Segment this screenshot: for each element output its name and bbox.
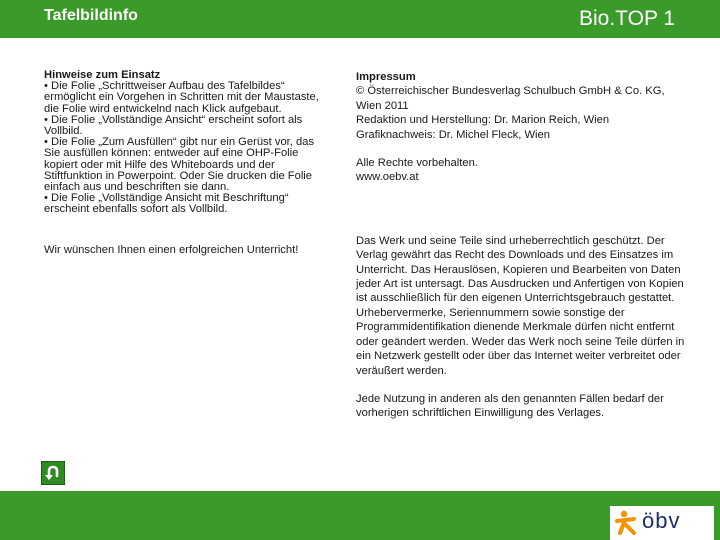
- usage-note-item: • Die Folie „Zum Ausfüllen“ gibt nur ein Gerüst vor, das Sie ausfüllen können: entweder auf eine OHP-Folie kopiert oder mit Hilfe des Whiteboards und der Stiftfunktion in Powerpoint. Oder Sie drucken die Folie einfach aus und beschriften sie dann.: [44, 136, 315, 194]
- usage-note-item: • Die Folie „Schrittweiser Aufbau des Tafelbildes“ ermöglicht ein Vorgehen in Schritten mit der Maustaste, die Folie wird entwickelnd nach Klick aufgebaut.: [44, 80, 319, 115]
- usage-notes: [44, 70, 329, 256]
- return-arrow-icon: [42, 462, 64, 484]
- brand-title: Bio.TOP 1: [579, 7, 676, 30]
- imprint-publisher: © Österreichischer Bundesverlag Schulbuch GmbH & Co. KG, Wien 2011: [356, 85, 665, 112]
- imprint-editing: Redaktion und Herstellung: Dr. Marion Reich, Wien: [356, 114, 610, 127]
- imprint-rights: Alle Rechte vorbehalten.: [356, 157, 478, 170]
- imprint-website[interactable]: www.oebv.at: [356, 171, 419, 184]
- back-button[interactable]: [41, 461, 65, 485]
- imprint-heading: Impressum: [356, 71, 416, 83]
- oebv-logo-icon: [614, 509, 640, 537]
- page-title: Tafelbildinfo: [44, 7, 138, 24]
- usage-note-item: • Die Folie „Vollständige Ansicht mit Beschriftung“ erscheint ebenfalls sofort als Vollbild.: [44, 192, 289, 216]
- imprint: [356, 70, 691, 421]
- usage-notes-heading: Hinweise zum Einsatz: [44, 69, 161, 81]
- closing-message: Wir wünschen Ihnen einen erfolgreichen Unterricht!: [44, 243, 299, 256]
- imprint-graphics: Grafiknachweis: Dr. Michel Fleck, Wien: [356, 128, 550, 141]
- copyright-notice: Das Werk und seine Teile sind urheberrechtlich geschützt. Der Verlag gewährt das Recht des Downloads und des Einsatzes im Unterricht. Das Herauslösen, Kopieren und Bearbeiten von Daten jeder Art ist untersagt. Das Ausdrucken und Anfertigen von Kopien ist ausschließlich für den eigenen Unterrichtsgebrauch gestattet. Urhebervermerke, Seriennummern sowie sonstige der Programmidentifikation dienende Merkmale dürfen nicht entfernt oder geändert werden. Weder das Werk noch seine Teile dürfen in ein Netzwerk gestellt oder über das Internet weiter verbreitet oder veräußert werden.: [356, 234, 685, 377]
- oebv-logo: [610, 506, 714, 540]
- usage-note-item: • Die Folie „Vollständige Ansicht“ erscheint sofort als Vollbild.: [44, 113, 303, 138]
- usage-notice: Jede Nutzung in anderen als den genannten Fällen bedarf der vorherigen schriftlichen Einwilligung des Verlages.: [356, 392, 664, 420]
- oebv-logo-text: öbv: [642, 508, 681, 533]
